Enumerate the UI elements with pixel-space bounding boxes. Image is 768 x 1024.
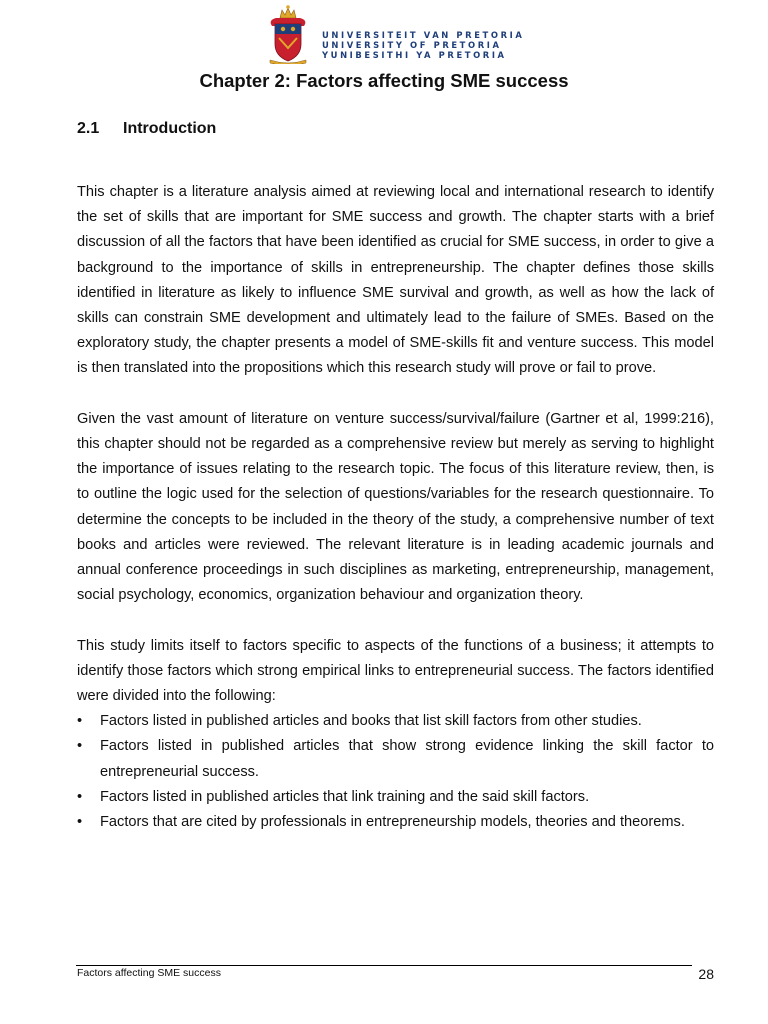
body-text: [77, 180, 714, 835]
university-logo: [266, 4, 525, 66]
section-heading: [77, 120, 216, 138]
university-crest-icon: [266, 4, 310, 64]
section-number: 2.1: [77, 120, 100, 137]
university-name-sepedi: YUNIBESITHI YA PRETORIA: [322, 50, 507, 60]
list-item-text: Factors that are cited by professionals in entrepreneurship models, theories and theorems.: [100, 814, 685, 831]
factor-list: [77, 709, 714, 835]
bullet-icon: •: [77, 788, 83, 805]
list-item: [77, 785, 714, 810]
list-item-text: Factors listed in published articles that link training and the said skill factors.: [100, 788, 590, 805]
list-item: [77, 810, 714, 835]
bullet-icon: •: [77, 713, 83, 730]
list-item-text: Factors listed in published articles that show strong evidence linking the skill factor to entrepreneurial success.: [100, 738, 714, 780]
footer-divider: [76, 965, 692, 966]
chapter-title: Chapter 2: Factors affecting SME success: [199, 70, 569, 91]
paragraph-2: Given the vast amount of literature on venture success/survival/failure (Gartner et al, 1999:216), this chapter should not be regarded as a comprehensive review but merely as serving to highlight the importance of issues relating to the research topic. The focus of this literature review, then, is to outline the logic used for the selection of questions/variables for the research questionnaire. To determine the concepts to be included in the theory of the study, a comprehensive number of text books and articles were reviewed. The relevant literature is in leading academic journals and annual conference proceedings in such disciplines as marketing, entrepreneurship, management, social psychology, economics, organization behaviour and organization theory.: [77, 410, 714, 604]
list-item-text: Factors listed in published articles and books that list skill factors from other studies.: [100, 713, 642, 730]
paragraph-1: This chapter is a literature analysis aimed at reviewing local and international research to identify the set of skills that are important for SME success and growth. The chapter starts with a brief discussion of all the factors that have been identified as crucial for SME success, in order to give a background to the importance of skills in entrepreneurship. The chapter defines those skills identified in literature as likely to influence SME survival and growth, as well as how the lack of skills can constrain SME development and ultimately lead to the failure of SMEs. Based on the exploratory study, the chapter presents a model of SME-skills fit and venture success. This model is then translated into the propositions which this research study will prove or fail to prove.: [77, 184, 714, 377]
university-name-english: UNIVERSITY OF PRETORIA: [322, 40, 502, 50]
university-name-afrikaans: UNIVERSITEIT VAN PRETORIA: [322, 30, 525, 40]
section-title: Introduction: [123, 120, 217, 137]
page-number: 28: [698, 966, 714, 982]
list-item: [77, 709, 714, 734]
list-item: [77, 734, 714, 784]
bullet-icon: •: [77, 738, 83, 755]
university-names: [322, 30, 524, 60]
bullet-icon: •: [77, 814, 83, 831]
footer-running-title: Factors affecting SME success: [77, 967, 221, 979]
paragraph-3: This study limits itself to factors specific to aspects of the functions of a business; it attempts to identify those factors which strong empirical links to entrepreneurial success. The factors identified were divided into the following:: [77, 637, 714, 705]
